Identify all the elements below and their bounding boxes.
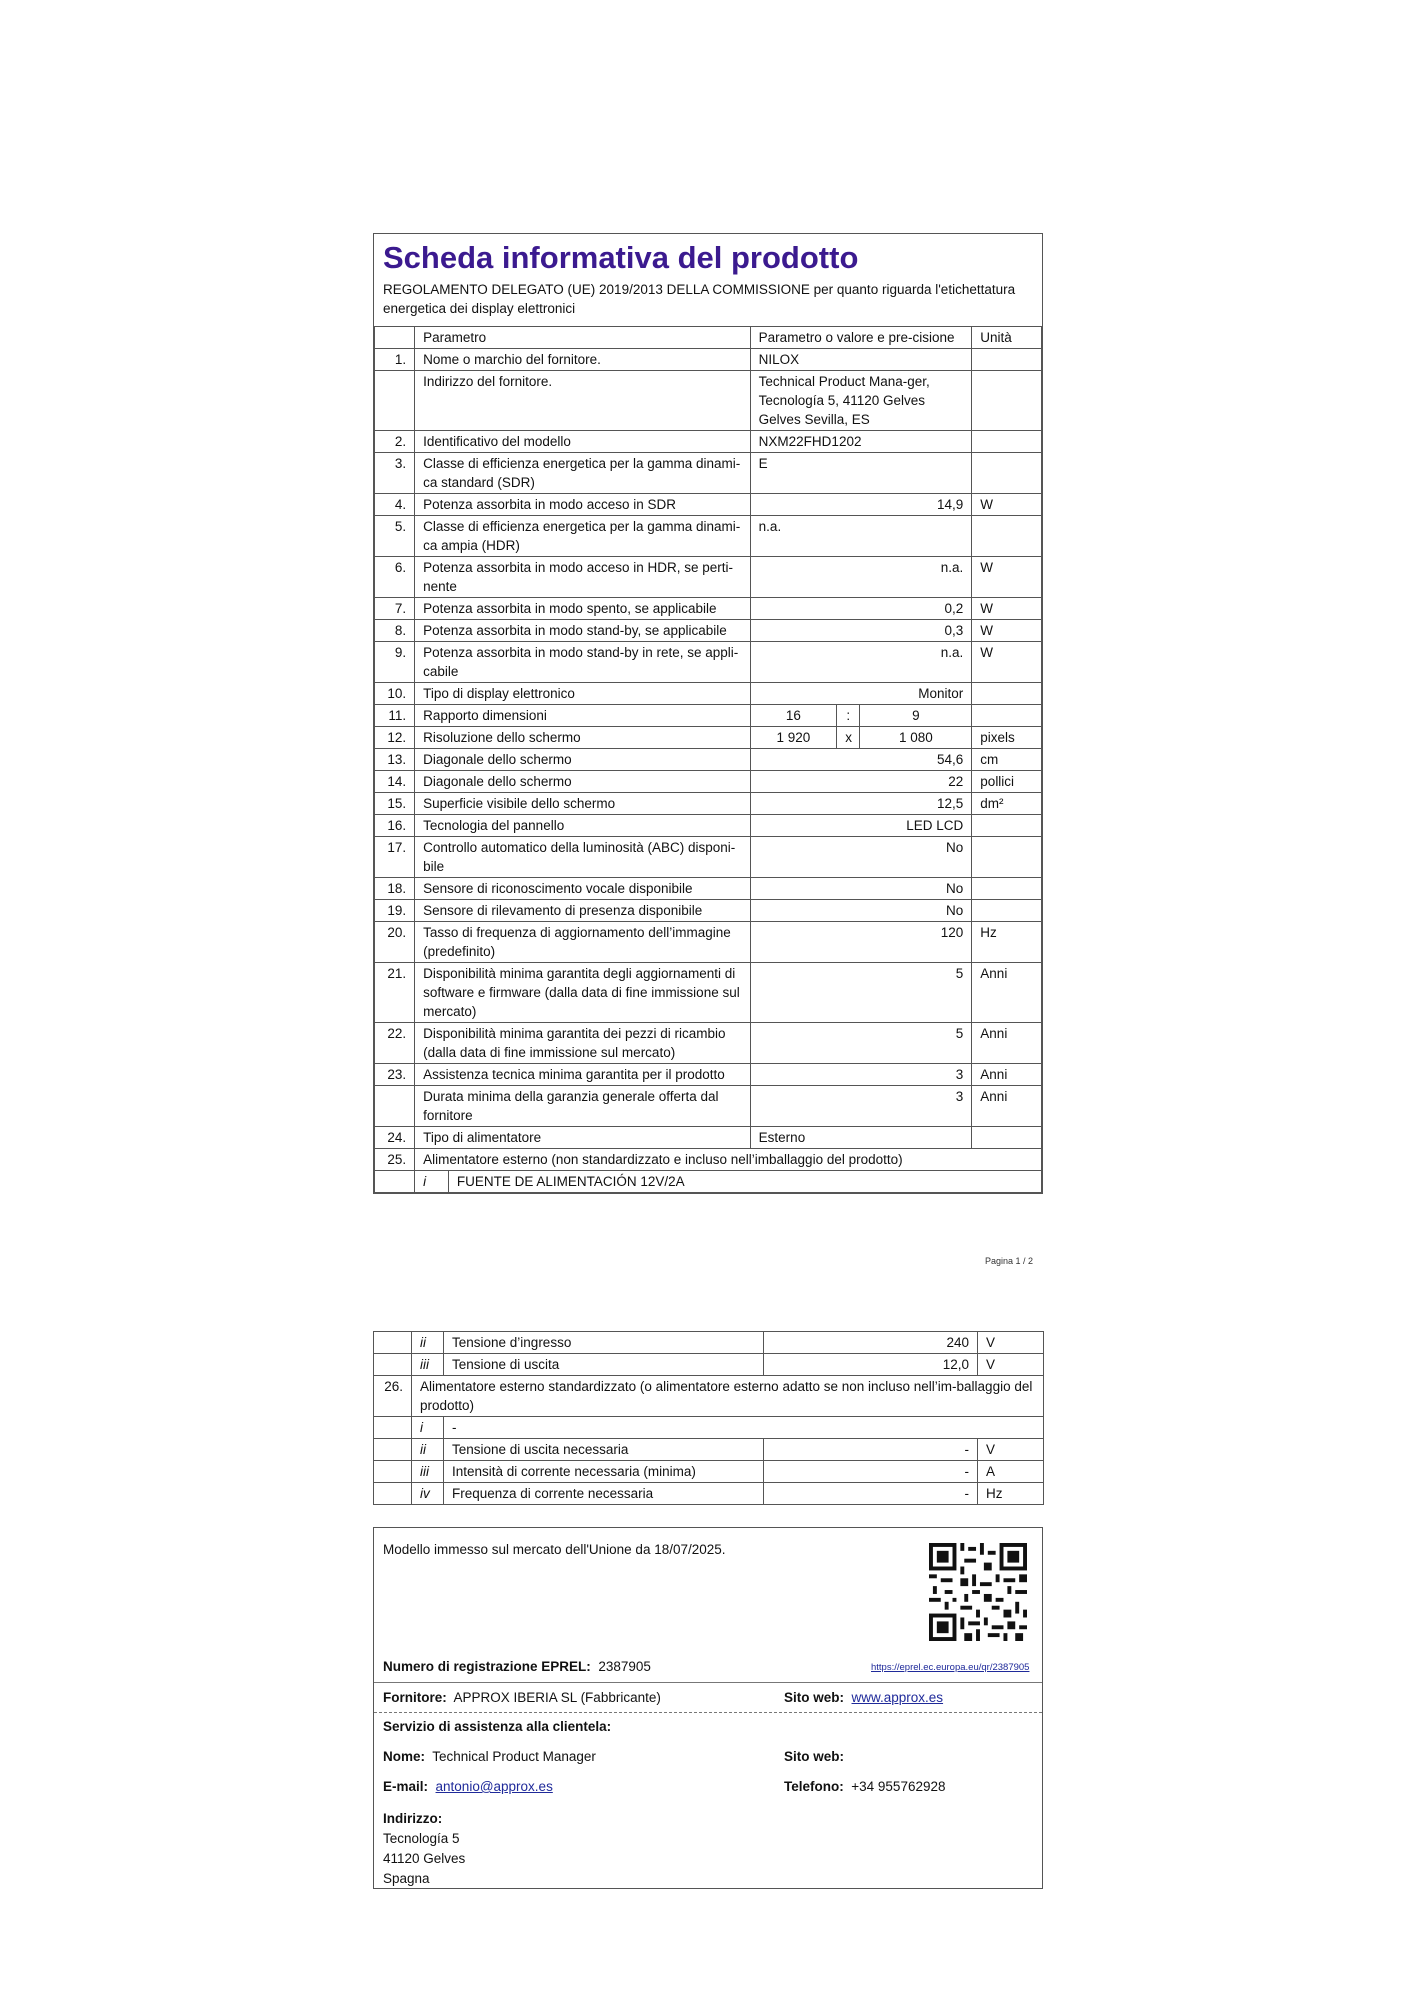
row-unit: cm bbox=[972, 749, 1042, 771]
row-parameter: Intensità di corrente necessaria (minima) bbox=[444, 1461, 764, 1483]
row-parameter: Tasso di frequenza di aggiornamento dell’immagine (predefinito) bbox=[415, 922, 751, 963]
website-link[interactable]: www.approx.es bbox=[851, 1690, 944, 1705]
contact-name: Technical Product Manager bbox=[432, 1749, 596, 1764]
row-unit: Hz bbox=[978, 1483, 1044, 1505]
table-row bbox=[375, 1127, 1042, 1149]
row-unit: V bbox=[978, 1332, 1044, 1354]
table-row bbox=[374, 1439, 1044, 1461]
row-unit: Anni bbox=[972, 1086, 1042, 1127]
resolution-height: 1 080 bbox=[860, 727, 972, 749]
row-unit: Anni bbox=[972, 1023, 1042, 1064]
row-number: 16. bbox=[375, 815, 415, 837]
regulation-subtitle: REGOLAMENTO DELEGATO (UE) 2019/2013 DELLA COMMISSIONE per quanto riguarda l'etichettatura energetica dei display elettronici bbox=[383, 282, 1016, 316]
table-row bbox=[375, 1171, 1042, 1193]
row-value: LED LCD bbox=[750, 815, 972, 837]
row-number: 19. bbox=[375, 900, 415, 922]
table-row bbox=[375, 749, 1042, 771]
row-parameter: Sensore di rilevamento di presenza disponibile bbox=[415, 900, 751, 922]
row-number: 9. bbox=[375, 642, 415, 683]
table-row bbox=[375, 922, 1042, 963]
qr-code-icon bbox=[929, 1543, 1027, 1641]
row-number: 15. bbox=[375, 793, 415, 815]
customer-service-heading: Servizio di assistenza alla clientela: bbox=[383, 1719, 612, 1734]
row-number: 12. bbox=[375, 727, 415, 749]
row-unit: W bbox=[972, 620, 1042, 642]
row-unit: W bbox=[972, 494, 1042, 516]
eprel-number: 2387905 bbox=[598, 1659, 651, 1674]
row-unit: V bbox=[978, 1354, 1044, 1376]
row-parameter: Classe di efficienza energetica per la gamma dinami-ca ampia (HDR) bbox=[415, 516, 751, 557]
row-value: Monitor bbox=[750, 683, 972, 705]
table-row bbox=[374, 1461, 1044, 1483]
row-value: 240 bbox=[764, 1332, 978, 1354]
row-parameter: Tipo di alimentatore bbox=[415, 1127, 751, 1149]
table-row bbox=[375, 963, 1042, 1023]
contact-name-line bbox=[383, 1749, 596, 1764]
parameter-table-continued bbox=[373, 1331, 1044, 1505]
table-row bbox=[374, 1417, 1044, 1439]
table-row bbox=[375, 705, 1042, 727]
phone-line bbox=[784, 1779, 946, 1794]
row-value: - bbox=[764, 1483, 978, 1505]
table-row bbox=[375, 837, 1042, 878]
row-parameter: Frequenza di corrente necessaria bbox=[444, 1483, 764, 1505]
table-row bbox=[375, 516, 1042, 557]
row-parameter: Diagonale dello schermo bbox=[415, 749, 751, 771]
table-row bbox=[375, 793, 1042, 815]
phone-number: +34 955762928 bbox=[851, 1779, 946, 1794]
row-parameter: Rapporto dimensioni bbox=[415, 705, 751, 727]
row-number: 5. bbox=[375, 516, 415, 557]
table-header bbox=[375, 327, 1042, 349]
table-row bbox=[375, 683, 1042, 705]
row-value: 14,9 bbox=[750, 494, 972, 516]
phone-label: Telefono: bbox=[784, 1779, 844, 1794]
row-value: 5 bbox=[750, 1023, 972, 1064]
row-number: 2. bbox=[375, 431, 415, 453]
row-parameter: Potenza assorbita in modo stand-by, se applicabile bbox=[415, 620, 751, 642]
table-row bbox=[375, 1023, 1042, 1064]
table-row bbox=[375, 1086, 1042, 1127]
row-value: E bbox=[750, 453, 972, 494]
row-unit: W bbox=[972, 598, 1042, 620]
table-row bbox=[375, 1149, 1042, 1171]
row-parameter: Superficie visibile dello schermo bbox=[415, 793, 751, 815]
row-value: - bbox=[764, 1439, 978, 1461]
row-value: 54,6 bbox=[750, 749, 972, 771]
address-block bbox=[383, 1809, 465, 1889]
sub-index: i bbox=[415, 1171, 449, 1193]
table-row bbox=[375, 598, 1042, 620]
address-line: 41120 Gelves bbox=[383, 1851, 466, 1866]
table-row bbox=[375, 1064, 1042, 1086]
row-parameter: Alimentatore esterno standardizzato (o alimentatore esterno adatto se non incluso nell’im-ballaggio del prodotto) bbox=[412, 1376, 1044, 1417]
row-value: 120 bbox=[750, 922, 972, 963]
row-number: 1. bbox=[375, 349, 415, 371]
row-unit: dm² bbox=[972, 793, 1042, 815]
row-parameter: - bbox=[444, 1417, 1044, 1439]
row-unit: V bbox=[978, 1439, 1044, 1461]
table-row bbox=[375, 727, 1042, 749]
row-parameter: Controllo automatico della luminosità (ABC) disponi-bile bbox=[415, 837, 751, 878]
website-line bbox=[784, 1690, 943, 1705]
table-row bbox=[375, 642, 1042, 683]
supplier-name: APPROX IBERIA SL (Fabbricante) bbox=[453, 1690, 661, 1705]
row-value: Esterno bbox=[750, 1127, 972, 1149]
page-title: Scheda informativa del prodotto bbox=[383, 240, 859, 275]
supplier-line bbox=[383, 1690, 661, 1705]
row-value: n.a. bbox=[750, 557, 972, 598]
row-value: Technical Product Mana-ger, Tecnología 5, 41120 Gelves Gelves Sevilla, ES bbox=[750, 371, 972, 431]
eprel-link[interactable]: https://eprel.ec.europa.eu/qr/2387905 bbox=[871, 1662, 1030, 1673]
table-row bbox=[375, 494, 1042, 516]
row-parameter: Disponibilità minima garantita dei pezzi di ricambio (dalla data di fine immissione sul mercato) bbox=[415, 1023, 751, 1064]
sub-index: i bbox=[412, 1417, 444, 1439]
row-unit: pixels bbox=[972, 727, 1042, 749]
table-row bbox=[375, 878, 1042, 900]
ratio-width: 16 bbox=[750, 705, 837, 727]
row-number: 8. bbox=[375, 620, 415, 642]
address-label: Indirizzo: bbox=[383, 1811, 443, 1826]
address-line: Tecnología 5 bbox=[383, 1831, 460, 1846]
parameter-table bbox=[374, 326, 1042, 1193]
row-value: NILOX bbox=[750, 349, 972, 371]
eprel-registration bbox=[383, 1659, 651, 1674]
row-value: No bbox=[750, 900, 972, 922]
table-row bbox=[374, 1376, 1044, 1417]
table-row bbox=[374, 1354, 1044, 1376]
row-value: n.a. bbox=[750, 516, 972, 557]
row-number: 4. bbox=[375, 494, 415, 516]
website-label: Sito web: bbox=[784, 1690, 844, 1705]
resolution-width: 1 920 bbox=[750, 727, 837, 749]
service-website-label: Sito web: bbox=[784, 1749, 844, 1764]
row-parameter: Alimentatore esterno (non standardizzato e incluso nell’imballaggio del prodotto) bbox=[415, 1149, 1042, 1171]
row-value: No bbox=[750, 837, 972, 878]
row-parameter: Assistenza tecnica minima garantita per il prodotto bbox=[415, 1064, 751, 1086]
row-number: 23. bbox=[375, 1064, 415, 1086]
table-row bbox=[375, 620, 1042, 642]
row-value: 22 bbox=[750, 771, 972, 793]
email-label: E-mail: bbox=[383, 1779, 429, 1794]
row-number: 21. bbox=[375, 963, 415, 1023]
row-parameter: Nome o marchio del fornitore. bbox=[415, 349, 751, 371]
row-parameter: Tipo di display elettronico bbox=[415, 683, 751, 705]
sub-index: ii bbox=[412, 1332, 444, 1354]
row-number: 25. bbox=[375, 1149, 415, 1171]
product-sheet-page1 bbox=[373, 233, 1043, 1194]
row-unit: W bbox=[972, 557, 1042, 598]
row-unit: pollici bbox=[972, 771, 1042, 793]
row-value: 12,0 bbox=[764, 1354, 978, 1376]
supplier-info-box bbox=[373, 1527, 1043, 1889]
dashed-divider bbox=[374, 1712, 1042, 1713]
row-parameter: Disponibilità minima garantita degli aggiornamenti di software e firmware (dalla data di fine immissione sul mercato) bbox=[415, 963, 751, 1023]
table-row bbox=[375, 349, 1042, 371]
row-value: 0,2 bbox=[750, 598, 972, 620]
row-number: 10. bbox=[375, 683, 415, 705]
row-parameter: Sensore di riconoscimento vocale disponibile bbox=[415, 878, 751, 900]
row-number: 22. bbox=[375, 1023, 415, 1064]
row-number: 6. bbox=[375, 557, 415, 598]
email-link[interactable]: antonio@approx.es bbox=[435, 1779, 553, 1794]
row-unit bbox=[972, 349, 1042, 371]
sub-index: iii bbox=[412, 1461, 444, 1483]
col-value: Parametro o valore e pre-cisione bbox=[750, 327, 972, 349]
row-parameter: Identificativo del modello bbox=[415, 431, 751, 453]
sub-index: iii bbox=[412, 1354, 444, 1376]
row-value: NXM22FHD1202 bbox=[750, 431, 972, 453]
row-number: 7. bbox=[375, 598, 415, 620]
product-sheet-page2 bbox=[373, 1331, 1043, 1505]
row-parameter: FUENTE DE ALIMENTACIÓN 12V/2A bbox=[448, 1171, 1041, 1193]
table-row bbox=[375, 371, 1042, 431]
col-parameter: Parametro bbox=[415, 327, 751, 349]
col-unit: Unità bbox=[972, 327, 1042, 349]
row-unit: Hz bbox=[972, 922, 1042, 963]
row-number: 18. bbox=[375, 878, 415, 900]
table-row bbox=[375, 815, 1042, 837]
row-unit: A bbox=[978, 1461, 1044, 1483]
table-row bbox=[375, 431, 1042, 453]
name-label: Nome: bbox=[383, 1749, 426, 1764]
row-parameter: Indirizzo del fornitore. bbox=[415, 371, 751, 431]
row-parameter: Risoluzione dello schermo bbox=[415, 727, 751, 749]
page-number-label: Pagina 1 / 2 bbox=[985, 1256, 1034, 1266]
row-parameter: Potenza assorbita in modo stand-by in rete, se appli-cabile bbox=[415, 642, 751, 683]
sub-index: iv bbox=[412, 1483, 444, 1505]
row-number: 17. bbox=[375, 837, 415, 878]
eprel-label: Numero di registrazione EPREL: bbox=[383, 1659, 591, 1674]
row-value: - bbox=[764, 1461, 978, 1483]
row-parameter: Potenza assorbita in modo acceso in HDR, se perti-nente bbox=[415, 557, 751, 598]
row-parameter: Tecnologia del pannello bbox=[415, 815, 751, 837]
table-row bbox=[375, 900, 1042, 922]
row-unit: Anni bbox=[972, 963, 1042, 1023]
row-value: 12,5 bbox=[750, 793, 972, 815]
ratio-height: 9 bbox=[860, 705, 972, 727]
row-number: 13. bbox=[375, 749, 415, 771]
row-number: 20. bbox=[375, 922, 415, 963]
divider bbox=[374, 1682, 1042, 1683]
row-unit: W bbox=[972, 642, 1042, 683]
row-parameter: Tensione d’ingresso bbox=[444, 1332, 764, 1354]
row-number: 11. bbox=[375, 705, 415, 727]
row-value: 0,3 bbox=[750, 620, 972, 642]
sub-index: ii bbox=[412, 1439, 444, 1461]
table-row bbox=[375, 771, 1042, 793]
row-parameter: Potenza assorbita in modo spento, se applicabile bbox=[415, 598, 751, 620]
row-parameter: Durata minima della garanzia generale offerta dal fornitore bbox=[415, 1086, 751, 1127]
row-value: 3 bbox=[750, 1064, 972, 1086]
row-number: 24. bbox=[375, 1127, 415, 1149]
row-unit: Anni bbox=[972, 1064, 1042, 1086]
ratio-separator: : bbox=[837, 705, 860, 727]
row-value: n.a. bbox=[750, 642, 972, 683]
row-number: 3. bbox=[375, 453, 415, 494]
email-line bbox=[383, 1779, 553, 1794]
row-value: No bbox=[750, 878, 972, 900]
address-line: Spagna bbox=[383, 1871, 430, 1886]
supplier-label: Fornitore: bbox=[383, 1690, 447, 1705]
row-value: 5 bbox=[750, 963, 972, 1023]
row-number: 14. bbox=[375, 771, 415, 793]
row-parameter: Classe di efficienza energetica per la gamma dinami-ca standard (SDR) bbox=[415, 453, 751, 494]
table-row bbox=[374, 1483, 1044, 1505]
table-row bbox=[375, 453, 1042, 494]
row-parameter: Potenza assorbita in modo acceso in SDR bbox=[415, 494, 751, 516]
row-parameter: Tensione di uscita bbox=[444, 1354, 764, 1376]
row-parameter: Diagonale dello schermo bbox=[415, 771, 751, 793]
row-value: 3 bbox=[750, 1086, 972, 1127]
resolution-separator: x bbox=[837, 727, 860, 749]
table-row bbox=[375, 557, 1042, 598]
row-number: 26. bbox=[374, 1376, 412, 1417]
market-date-text: Modello immesso sul mercato dell'Unione da 18/07/2025. bbox=[383, 1542, 726, 1557]
table-row bbox=[374, 1332, 1044, 1354]
row-parameter: Tensione di uscita necessaria bbox=[444, 1439, 764, 1461]
